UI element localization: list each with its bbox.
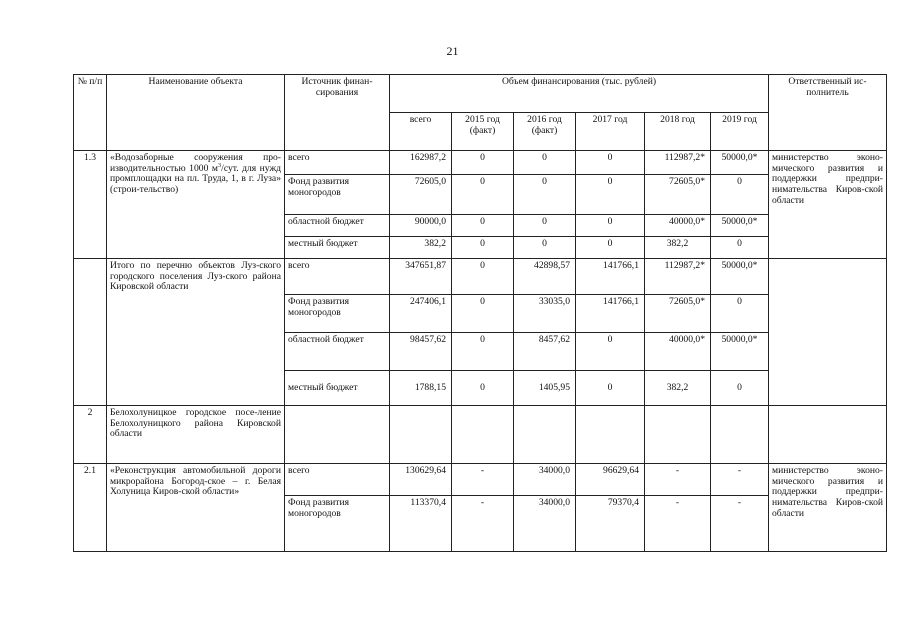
value-cell: 382,2 bbox=[645, 237, 711, 259]
header-responsible: Ответственный ис-полнитель bbox=[769, 75, 887, 151]
value-cell: 0 bbox=[576, 371, 645, 406]
source-cell: областной бюджет bbox=[285, 333, 390, 371]
value-cell: 0 bbox=[514, 237, 576, 259]
object-name-part: /сут. для нужд промплощадки на пл. Труда, 1, в г. Луза» (строи-тельство) bbox=[110, 162, 281, 196]
value-cell: - bbox=[711, 464, 769, 496]
value-cell: 247406,1 bbox=[390, 295, 452, 333]
row-num: 2.1 bbox=[74, 464, 107, 552]
value-cell: 96629,64 bbox=[576, 464, 645, 496]
source-cell: областной бюджет bbox=[285, 215, 390, 237]
source-cell bbox=[285, 406, 390, 464]
value-cell: 0 bbox=[576, 237, 645, 259]
value-cell: 382,2 bbox=[390, 237, 452, 259]
source-cell: местный бюджет bbox=[285, 371, 390, 406]
value-cell: 0 bbox=[452, 259, 514, 295]
financing-table bbox=[73, 74, 887, 552]
header-year: 2016 год (факт) bbox=[514, 113, 576, 151]
page-number: 21 bbox=[446, 44, 459, 58]
value-cell: 0 bbox=[452, 333, 514, 371]
header-num: № п/п bbox=[74, 75, 107, 151]
value-cell: 0 bbox=[514, 151, 576, 175]
value-cell: 0 bbox=[711, 295, 769, 333]
value-cell: 0 bbox=[576, 175, 645, 215]
table-row bbox=[74, 151, 887, 175]
source-cell: Фонд развития моногородов bbox=[285, 175, 390, 215]
value-cell bbox=[711, 406, 769, 464]
value-cell: 72605,0* bbox=[645, 295, 711, 333]
value-cell bbox=[390, 406, 452, 464]
value-cell: 112987,2* bbox=[645, 259, 711, 295]
row-num: 2 bbox=[74, 406, 107, 464]
value-cell: 113370,4 bbox=[390, 496, 452, 552]
value-cell: - bbox=[645, 496, 711, 552]
table-row bbox=[74, 464, 887, 496]
source-cell: Фонд развития моногородов bbox=[285, 295, 390, 333]
header-row bbox=[74, 75, 887, 113]
object-name bbox=[107, 151, 285, 259]
source-cell: всего bbox=[285, 464, 390, 496]
table-row bbox=[74, 406, 887, 464]
value-cell: 0 bbox=[711, 371, 769, 406]
header-year: всего bbox=[390, 113, 452, 151]
value-cell: 90000,0 bbox=[390, 215, 452, 237]
value-cell: 0 bbox=[576, 333, 645, 371]
value-cell: 0 bbox=[576, 151, 645, 175]
value-cell: 33035,0 bbox=[514, 295, 576, 333]
value-cell: 72605,0* bbox=[645, 175, 711, 215]
value-cell: 40000,0* bbox=[645, 215, 711, 237]
header-year: 2019 год bbox=[711, 113, 769, 151]
value-cell: 0 bbox=[452, 151, 514, 175]
responsible-cell: министерство эконо-мического развития и поддержки предпри-нимательства Киров-ской области bbox=[769, 464, 887, 552]
value-cell: 141766,1 bbox=[576, 259, 645, 295]
value-cell: 0 bbox=[711, 237, 769, 259]
header-volume: Объем финансирования (тыс. рублей) bbox=[390, 75, 769, 113]
value-cell: 72605,0 bbox=[390, 175, 452, 215]
header-year: 2017 год bbox=[576, 113, 645, 151]
responsible-cell bbox=[769, 406, 887, 464]
header-name: Наименование объекта bbox=[107, 75, 285, 151]
value-cell: 34000,0 bbox=[514, 496, 576, 552]
value-cell: 34000,0 bbox=[514, 464, 576, 496]
header-year: 2018 год bbox=[645, 113, 711, 151]
source-cell: Фонд развития моногородов bbox=[285, 496, 390, 552]
value-cell: 42898,57 bbox=[514, 259, 576, 295]
value-cell: 0 bbox=[452, 371, 514, 406]
value-cell: 50000,0* bbox=[711, 215, 769, 237]
value-cell: 1788,15 bbox=[390, 371, 452, 406]
responsible-cell: министерство эконо-мического развития и поддержки предпри-нимательства Киров-ской области bbox=[769, 151, 887, 259]
object-name: Итого по перечню объектов Луз-ского городского поселения Луз-ского района Кировской области bbox=[107, 259, 285, 406]
value-cell: 0 bbox=[452, 295, 514, 333]
value-cell: 0 bbox=[514, 215, 576, 237]
source-cell: всего bbox=[285, 151, 390, 175]
value-cell: 1405,95 bbox=[514, 371, 576, 406]
value-cell: 347651,87 bbox=[390, 259, 452, 295]
value-cell: 0 bbox=[452, 237, 514, 259]
table-row bbox=[74, 259, 887, 295]
value-cell: 162987,2 bbox=[390, 151, 452, 175]
header-year: 2015 год (факт) bbox=[452, 113, 514, 151]
value-cell: 79370,4 bbox=[576, 496, 645, 552]
value-cell bbox=[514, 406, 576, 464]
value-cell: - bbox=[452, 464, 514, 496]
responsible-cell bbox=[769, 259, 887, 406]
source-cell: всего bbox=[285, 259, 390, 295]
object-name: Белохолуницкое городское посе-ление Белохолуницкого района Кировской области bbox=[107, 406, 285, 464]
value-cell: 8457,62 bbox=[514, 333, 576, 371]
value-cell bbox=[452, 406, 514, 464]
value-cell bbox=[645, 406, 711, 464]
row-num bbox=[74, 259, 107, 406]
value-cell: 141766,1 bbox=[576, 295, 645, 333]
value-cell: 382,2 bbox=[645, 371, 711, 406]
value-cell: 40000,0* bbox=[645, 333, 711, 371]
row-num: 1.3 bbox=[74, 151, 107, 259]
value-cell: - bbox=[645, 464, 711, 496]
source-cell: местный бюджет bbox=[285, 237, 390, 259]
value-cell: 50000,0* bbox=[711, 151, 769, 175]
value-cell: - bbox=[711, 496, 769, 552]
value-cell: 0 bbox=[711, 175, 769, 215]
value-cell: 50000,0* bbox=[711, 259, 769, 295]
value-cell: 98457,62 bbox=[390, 333, 452, 371]
value-cell: 50000,0* bbox=[711, 333, 769, 371]
value-cell: 0 bbox=[452, 215, 514, 237]
value-cell: 0 bbox=[452, 175, 514, 215]
value-cell: 112987,2* bbox=[645, 151, 711, 175]
header-source: Источник финан-сирования bbox=[285, 75, 390, 151]
object-name: «Реконструкция автомобильной дороги микрорайона Богород-ское – г. Белая Холуница Киров-ской области» bbox=[107, 464, 285, 552]
object-name-part: «Водозаборные сооружения про-изводительностью 1000 м bbox=[110, 152, 281, 174]
object-name-sup: 3 bbox=[217, 161, 222, 169]
value-cell: 0 bbox=[514, 175, 576, 215]
value-cell: 130629,64 bbox=[390, 464, 452, 496]
value-cell bbox=[576, 406, 645, 464]
value-cell: 0 bbox=[576, 215, 645, 237]
value-cell: - bbox=[452, 496, 514, 552]
